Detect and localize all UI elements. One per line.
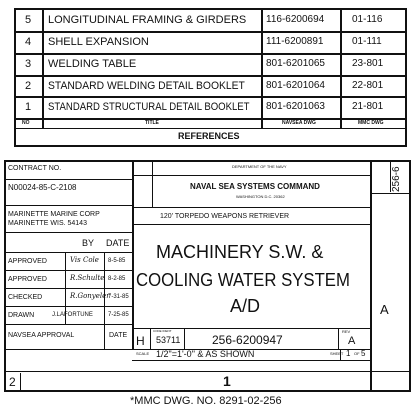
zone-letter: A xyxy=(380,302,389,317)
ref-no: 2 xyxy=(25,80,32,92)
rev-letter: A xyxy=(348,335,356,347)
navsea-approval-date: DATE xyxy=(109,332,128,339)
ref-navsea-dwg: 111-6200891 xyxy=(266,36,324,47)
vessel-name: 120' TORPEDO WEAPONS RETRIEVER xyxy=(160,213,290,220)
side-drawing-number: 256-6 xyxy=(391,166,402,192)
drawing-title-line-3: A/D xyxy=(230,296,261,316)
ref-no: 1 xyxy=(25,101,32,113)
references-caption: REFERENCES xyxy=(178,131,240,141)
ref-navsea-dwg: 801-6201065 xyxy=(266,58,325,69)
code-ident: 53711 xyxy=(156,335,181,345)
ref-no: 3 xyxy=(25,58,32,70)
checked-date: 7-31-85 xyxy=(108,294,129,300)
approved-1-date: 8-5-85 xyxy=(108,258,126,264)
navsea-approval-label: NAVSEA APPROVAL xyxy=(8,332,75,339)
scale-value: 1/2"=1'-0" & AS SHOWN xyxy=(156,349,255,359)
ref-title: WELDING TABLE xyxy=(48,58,137,70)
drawing-title-line-2: COOLING WATER SYSTEM xyxy=(136,270,350,290)
rev-label: REV xyxy=(342,329,351,334)
sheet-number: 1 xyxy=(346,349,351,358)
scale-label: SCALE xyxy=(136,351,150,356)
drawn-label: DRAWN xyxy=(8,312,35,319)
header-mmc-dwg: MMC DWG xyxy=(358,120,384,126)
contract-label: CONTRACT NO. xyxy=(8,165,62,172)
ref-navsea-dwg: 801-6201063 xyxy=(266,101,325,112)
ref-title: LONGITUDINAL FRAMING & GIRDERS xyxy=(48,14,247,26)
mmc-drawing-number-footer: *MMC DWG. NO. 8291-02-256 xyxy=(130,395,282,407)
ref-navsea-dwg: 801-6201064 xyxy=(266,80,325,91)
checked-label: CHECKED xyxy=(8,294,43,301)
ref-title: STANDARD WELDING DETAIL BOOKLET xyxy=(48,80,245,92)
contract-number: N00024-85-C-2108 xyxy=(8,183,77,192)
sheet-total: 5 xyxy=(361,349,366,358)
header-navsea-dwg: NAVSEA DWG xyxy=(282,120,316,126)
approved-1-label: APPROVED xyxy=(8,258,47,265)
header-no: NO xyxy=(22,120,30,126)
ref-title: STANDARD STRUCTURAL DETAIL BOOKLET xyxy=(48,101,250,113)
approved-2-label: APPROVED xyxy=(8,276,47,283)
approved-2-signature: R.Schulte xyxy=(70,274,105,282)
ref-mmc-dwg: 21-801 xyxy=(352,101,384,112)
ref-no: 5 xyxy=(25,14,32,26)
ref-title: SHELL EXPANSION xyxy=(48,36,149,48)
checked-signature: R.Gonyeler xyxy=(70,292,110,300)
approved-1-signature: Vis Cole xyxy=(70,256,99,264)
drawn-date: 7-25-85 xyxy=(108,312,129,318)
ref-mmc-dwg: 22-801 xyxy=(352,80,384,91)
header-title: TITLE xyxy=(145,120,159,126)
approved-2-date: 8-2-85 xyxy=(108,276,126,282)
drawing-title-line-1: MACHINERY S.W. & xyxy=(156,242,324,262)
size-letter: H xyxy=(136,334,145,348)
sheet-label: SHEET xyxy=(330,351,344,356)
ref-mmc-dwg: 23-801 xyxy=(352,58,384,69)
command-name: NAVAL SEA SYSTEMS COMMAND xyxy=(190,182,320,191)
ref-no: 4 xyxy=(25,36,32,48)
ref-navsea-dwg: 116-6200694 xyxy=(266,14,325,25)
ref-mmc-dwg: 01-111 xyxy=(352,36,382,47)
command-city: WASHINGTON D.C. 20362 xyxy=(236,194,285,199)
contractor-line-2: MARINETTE WIS. 54143 xyxy=(8,220,87,227)
code-ident-label: CODE IDENT xyxy=(153,329,172,333)
by-label: BY xyxy=(82,238,95,248)
date-label: DATE xyxy=(106,238,130,248)
drawing-number: 256-6200947 xyxy=(212,333,283,347)
ref-mmc-dwg: 01-116 xyxy=(352,14,383,25)
dept-line: DEPARTMENT OF THE NAVY xyxy=(232,164,287,169)
drawn-by: J.LAFORTUNE xyxy=(52,312,93,318)
left-zone-mark: 2 xyxy=(9,375,16,389)
sheet-of: OF xyxy=(354,351,360,356)
zone-number: 1 xyxy=(223,373,231,389)
contractor-line-1: MARINETTE MARINE CORP xyxy=(8,211,100,218)
